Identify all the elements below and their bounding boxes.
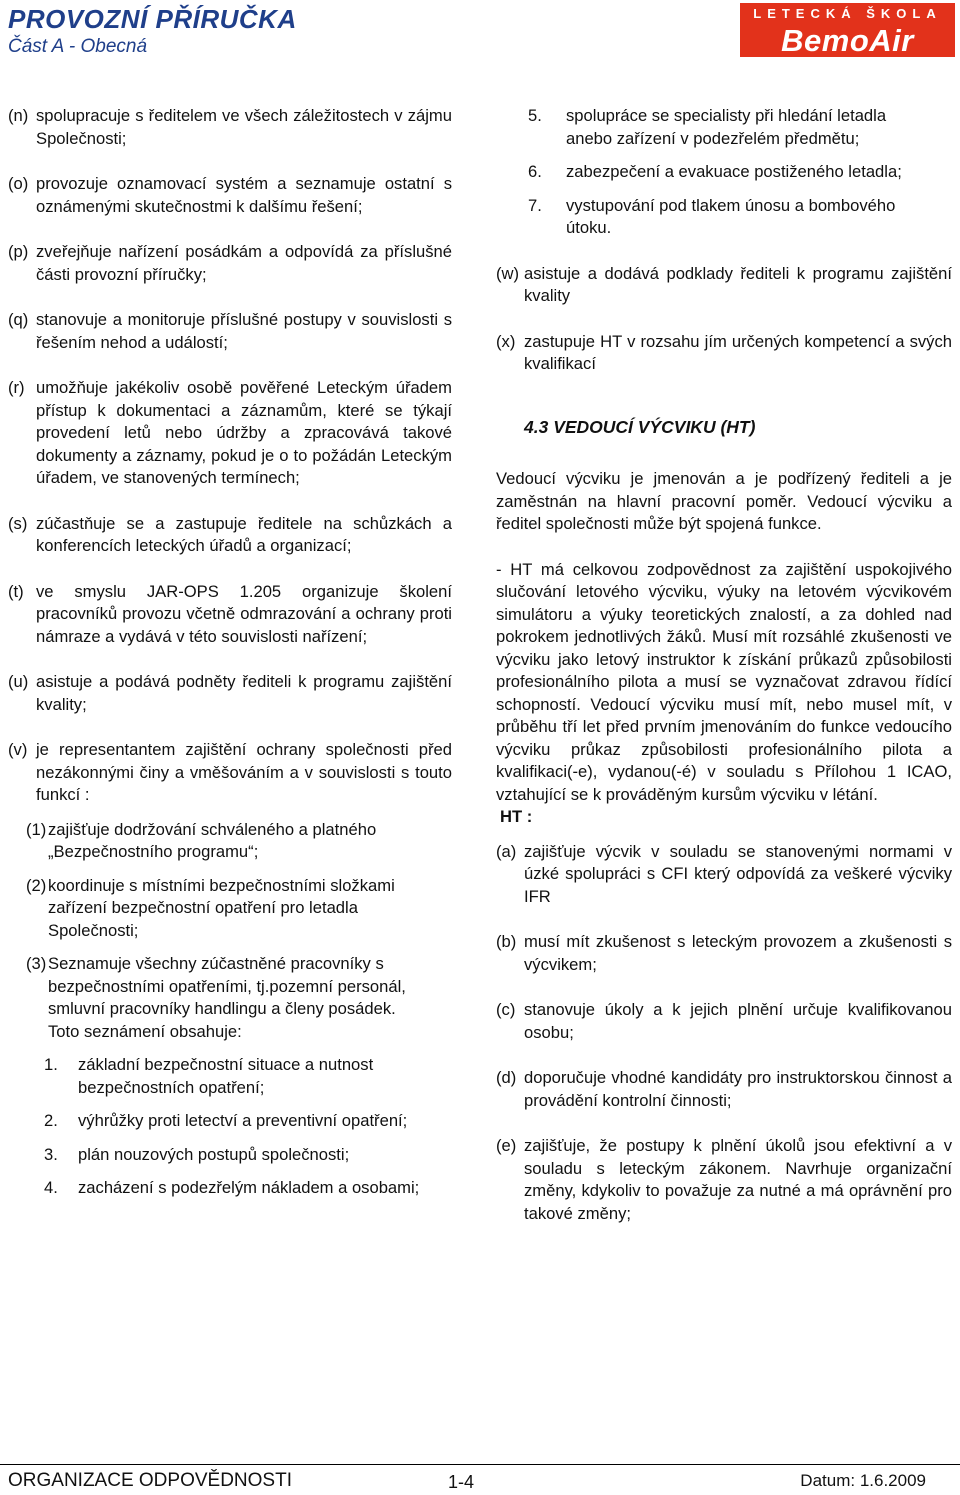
footer-date: Datum: 1.6.2009 [800,1471,926,1490]
item-text: zveřejňuje nařízení posádkám a odpovídá za příslušné části provozní příručky; [36,242,452,284]
item-label: (t) [8,581,24,601]
item-label: (o) [8,174,29,193]
list-item [496,1135,952,1225]
paragraph-responsibility: - HT má celkovou zodpovědnost za zajištění uspokojivého slučování letového výcviku, výuky na letovém výcvikovém simulátoru a výuky teoretických znalostí, a za dohled nad pokrokem jednotlivých žáků. Musí mít rozsáhlé zkušenosti ve výcviku jako letový instruktor k získání průkazů způsobilosti profesionálního pilota a musí se vyznačovat zdravou řídící schopností. Vedoucí výcviku musí mít, nebo musel mít, v průběhu tří let před prvním jmenováním do funkce vedoucího výcviku průkaz způsobilosti profesionálního pilota a kvalifikaci(-e), vydanou(-é) v souladu s Přílohou 1 ICAO, vztahující se k prováděným kursům výcviku v létání. [496,559,952,804]
footer-section-name: ORGANIZACE ODPOVĚDNOSTI [8,1470,292,1491]
list-item [8,581,452,649]
numbered-item [8,1144,428,1167]
list-item [8,241,452,286]
list-item [8,377,452,490]
item-text: doporučuje vhodné kandidáty pro instruktorskou činnost a provádění kontrolní činnosti; [524,1068,952,1110]
item-text: zúčastňuje se a zastupuje ředitele na schůzkách a konferencích leteckých úřadů a organizací; [36,513,452,555]
item-label: (d) [496,1068,517,1087]
item-text: zajišťuje, že postupy k plnění úkolů jsou efektivní a v souladu s leteckým zákonem. Navrhuje organizační změny, kdykoliv to považuje za nutné a má oprávnění pro takové změny; [524,1136,952,1223]
numbered-item [496,195,916,240]
logo-main-text: BemoAir [781,23,914,58]
item-text: ve smyslu JAR-OPS 1.205 organizuje školení pracovníků provozu včetně odmrazování a ochrany proti námraze a vydává v této souvislosti nařízení; [36,581,452,646]
item-label: (b) [496,932,517,951]
numbered-label: 5. [528,106,542,125]
list-item [496,841,952,909]
sub-item [8,819,428,864]
item-text: musí mít zkušenost s leteckým provozem a zkušenosti s výcvikem; [524,932,952,974]
item-text: asistuje a podává podněty řediteli k programu zajištění kvality; [36,672,452,714]
item-text: zajišťuje výcvik v souladu se stanovenými normami v úzké spolupráci s CFI který odpovídá za veškeré výcviky IFR [524,841,952,906]
bemoair-logo [740,3,955,57]
list-item [8,173,452,218]
sub-item-label: (3) [26,954,47,973]
item-text: je representantem zajištění ochrany společnosti před nezákonnými činy a vměšováním a v souvislosti s touto funkcí : [36,740,452,804]
sub-item [8,875,428,943]
numbered-item [8,1177,428,1200]
manual-subtitle: Část A - Obecná [8,36,148,57]
left-column [8,105,452,1200]
numbered-item [496,105,916,150]
item-text: asistuje a dodává podklady řediteli k programu zajištění kvality [524,263,952,305]
ht-label: HT : [500,807,533,826]
numbered-text: spolupráce se specialisty při hledání letadla anebo zařízení v podezřelém předmětu; [566,106,887,148]
numbered-text: zacházení s podezřelým nákladem a osobami; [78,1178,420,1197]
list-item [8,309,452,354]
section-title: 4.3 VEDOUCÍ VÝCVIKU (HT) [524,416,756,437]
item-label: (s) [8,513,28,533]
paragraph-intro: Vedoucí výcviku je jmenován a je podřízený řediteli a je zaměstnán na hlavní pracovní poměr. Vedoucí výcviku a ředitel společnosti může být spojená funkce. [496,469,952,533]
item-label: (r) [8,378,25,397]
footer-divider [0,1464,960,1465]
item-label: (v) [8,740,28,759]
numbered-label: 4. [44,1178,58,1197]
numbered-item [8,1054,428,1099]
page-number: 1-4 [448,1472,475,1492]
list-item [8,671,452,716]
sub-item-text: koordinuje s místními bezpečnostními složkami zařízení bezpečnostní opatření pro letadla Společnosti; [48,875,395,940]
numbered-item [496,161,916,184]
numbered-text: vystupování pod tlakem únosu a bombového útoku. [566,195,896,237]
numbered-label: 2. [44,1111,58,1130]
list-item [496,263,952,308]
sub-item-text: zajišťuje dodržování schváleného a platného „Bezpečnostního programu“; [48,819,377,861]
item-label: (n) [8,106,29,125]
sub-item-label: (2) [26,875,47,895]
list-item [496,331,952,376]
numbered-label: 7. [528,195,542,215]
numbered-text: zabezpečení a evakuace postiženého letadla; [566,162,902,181]
item-text: provozuje oznamovací systém a seznamuje ostatní s oznámenými skutečnostmi k dalšímu řešení; [36,174,452,216]
item-label: (q) [8,310,29,329]
numbered-text: plán nouzových postupů společnosti; [78,1144,350,1164]
item-text: umožňuje jakékoliv osobě pověřené Leteckým úřadem přístup k dokumentaci a záznamům, které se týkají provedení letů nebo údržby a zpracovává takové dokumenty a záznamy, pokud je o to požádán Leteckým úřadem, ve stanovených termínech; [36,378,452,487]
numbered-text: základní bezpečnostní situace a nutnost bezpečnostních opatření; [78,1055,374,1097]
item-label: (e) [496,1136,517,1155]
manual-title: PROVOZNÍ PŘÍRUČKA [8,4,297,34]
item-text: stanovuje úkoly a k jejich plnění určuje kvalifikovanou osobu; [524,1000,952,1042]
item-label: (w) [496,263,520,283]
list-item [496,931,952,976]
list-item [496,999,952,1044]
list-item [496,1067,952,1112]
sub-item-text: Seznamuje všechny zúčastněné pracovníky s bezpečnostními opatřeními, tj.pozemní personál, smluvní pracovníky handlingu a členy posádek. Toto seznámení obsahuje: [48,954,406,1041]
item-label: (a) [496,841,517,861]
sub-item [8,953,428,1043]
item-label: (p) [8,242,29,261]
list-item [8,739,452,807]
numbered-text: výhrůžky proti letectví a preventivní opatření; [78,1111,408,1130]
item-label: (x) [496,331,516,351]
item-label: (c) [496,1000,516,1019]
item-text: zastupuje HT v rozsahu jím určených kompetencí a svých kvalifikací [524,331,952,373]
numbered-label: 6. [528,162,542,181]
right-column [496,105,952,1225]
item-text: spolupracuje s ředitelem ve všech záležitostech v zájmu Společnosti; [36,106,452,148]
item-text: stanovuje a monitoruje příslušné postupy v souvislosti s řešením nehod a událostí; [36,310,452,352]
numbered-label: 1. [44,1055,58,1074]
logo-top-text: LETECKÁ ŠKOLA [753,6,942,21]
numbered-label: 3. [44,1144,58,1164]
numbered-item [8,1110,428,1133]
item-label: (u) [8,672,29,691]
list-item [8,105,452,150]
list-item [8,513,452,558]
sub-item-label: (1) [26,819,47,839]
